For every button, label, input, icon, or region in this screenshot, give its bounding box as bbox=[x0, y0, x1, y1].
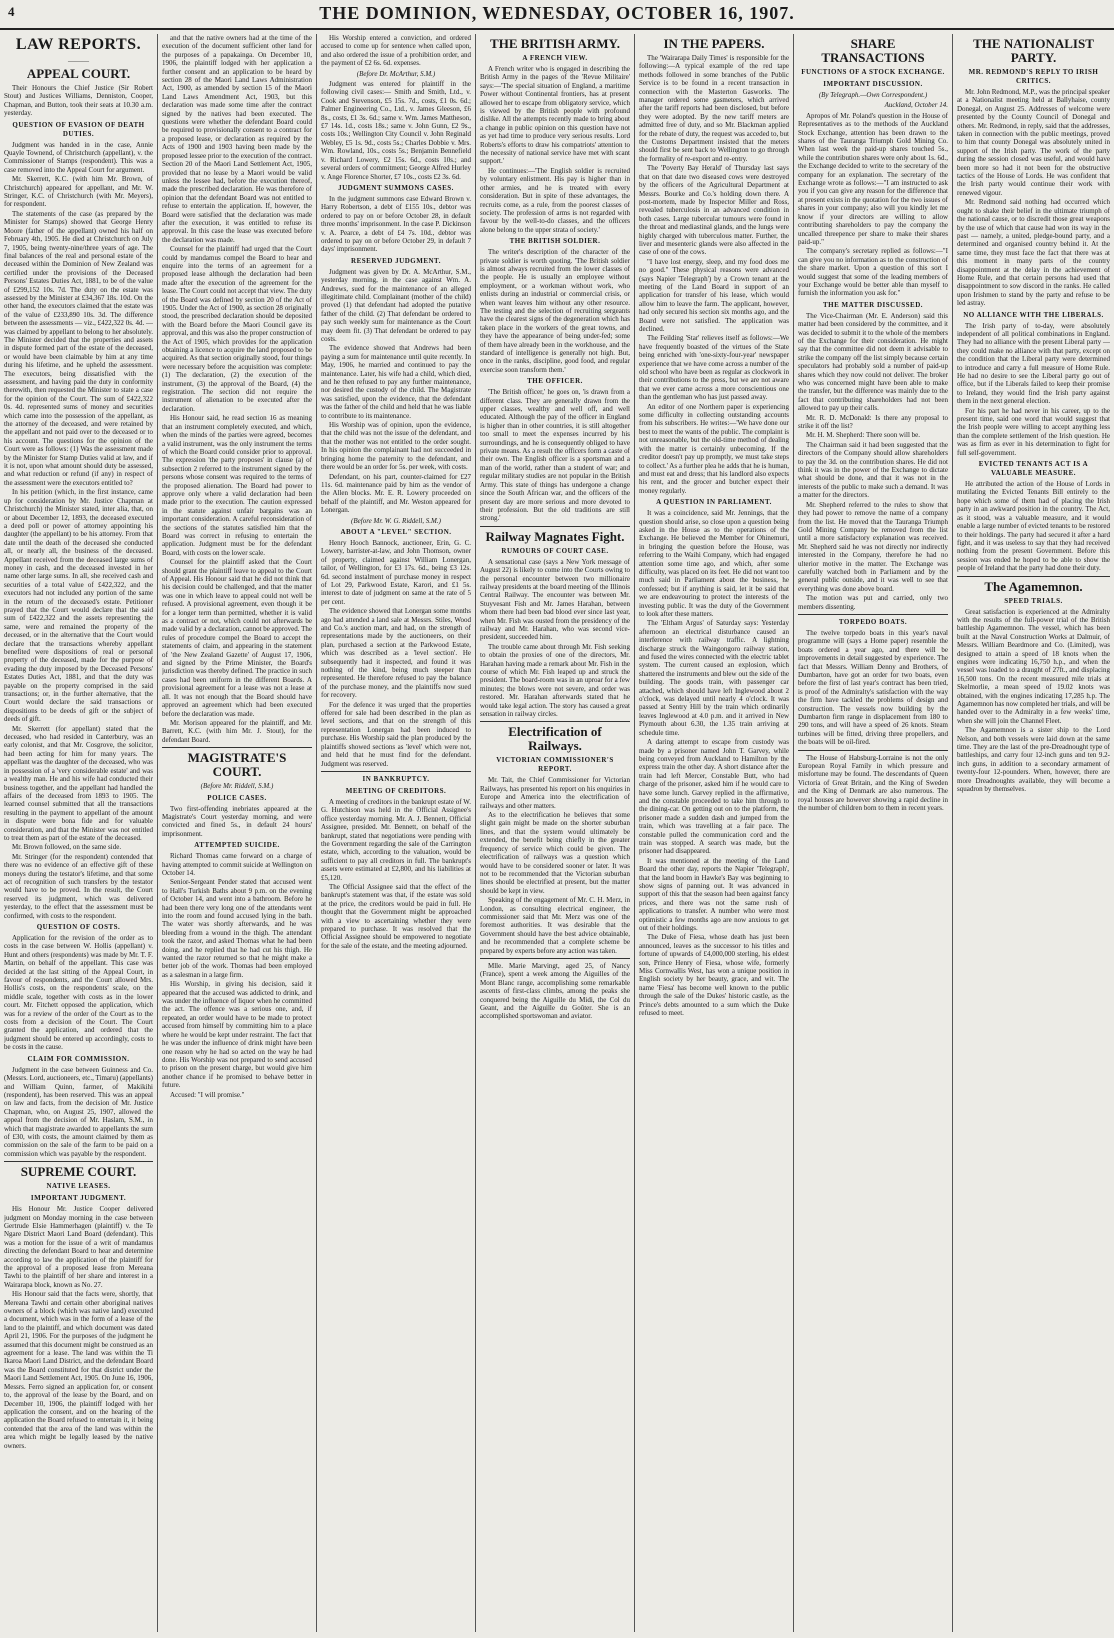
article-paragraph: In his petition (which, in the first instance, came up for consideration by Mr. Justice Chapman at Christchurch) the Minister stated, inter alia, that, on or about December 12, 1893, the deceased executed a deed poll or power of attorney appointing his daughter (the appellant) to be his attorney. From that date until the death of the deceased she conducted all, or nearly all, the business of the deceased. Appellant received from the deceased large sums of money in cash, and the deceased invested in her name other large sums. In all, she received cash and securities of a total value of £422,322, and the executors had not included any portion of the same in the return of the deceased's estate. Petitioner prayed that the Court would declare that the said sum of £422,322 and the assets representing the same, were and remained the property of the deceased, or in the alternative that the Court would declare that the transactions whereby appellant benefited were dispositions of real or personal property of the deceased, made for the purpose of evading the duty imposed by the Deceased Persons' Estates Duties Act, 1881, and that the duty was payable on the property comprised in the said transactions; or, in the further alternative, that the Court would declare the said transactions or dispositions to be deeds of gift or the subject of deeds of gift. bbox=[4, 488, 153, 724]
article-paragraph: The trouble came about through Mr. Fish seeking to obtain the proxies of one of the directors, Mr. Harahan having made a remark about Mr. Fish in the course of which Mr. Fish leaped up and struck the president. The board-room was in an uproar for a few minutes; the blows were not severe, and order was restored. Mr. Harahan afterwards stated that he would take legal action. The story has caused a great sensation in railway circles. bbox=[480, 642, 630, 719]
column-law-reports: LAW REPORTS. ——— APPEAL COURT. Their Honours the Chief Justice (Sir Robert Stout) and Justices Williams, Denniston, Cooper, Chapman, and Button, took their seats at 10.30 a.m. yesterday. QUESTION OF EVASION OF DEATH DUTIES. Judgment was handed in in the case, Annie Quayle Townend, of Christchurch (appellant), v. the Commissioner of Stamps (respondent). This was a case removed into the Appeal Court for argument. Mr. Skerrett, K.C. (with him Mr. Brown, of Christchurch) appeared for appellant, and Mr. W. Stringer, K.C. of Christchurch (with Mr. Meyers), for respondent. The statements of the case (as prepared by the Minister for Stamps) showed that George Henry Moore (father of the appellant) owned his half on February 4th, 1905. He died at Christchurch on July 7, 1905, being twenty-nine/three years of age. The final balances of the real and personal estate of the deceased within the Dominion of New Zealand was certified under the provisions of the Deceased Persons' Estates Duties Act, 1881, to be of the value of £299,152 10s. 7d. The duty on the estate was assessed by the Minister at £34,367 18s. 10d. On the other hand, the executors claimed that the estate was of the value of £233,890 10s. 3d. The difference between the assessments — viz., £422,322 0s. 4d. — was claimed by appellant to belong to her absolutely. The Minister decided that the properties and assets in dispute formed part of the estate of the deceased, or would have been claimable by him at any time during his lifetime, and he upheld the assessment. The executors, being dissatisfied with the assessment, and having paid the duty in conformity therewith, then requested the Minister to state a case for the opinion of the Court. The sum of £422,322 0s. 4d. represented sums of money and securities which came into the possession of the appellant, as the attorney of the deceased, and were retained by the appellant and not paid over to the deceased or to his account. The questions for the opinion of the Court were as follows: (1) Was the assessment made by the Minister for Stamp Duties valid at law, and if it is not, upon what amount should duty be assessed, and what reduction or refund (if any) in respect of the assessment were the executors entitled to? In his petition (which, in the first instance, came up for consideration by Mr. Justice Chapman at Christchurch) the Minister stated, inter alia, that, on or about December 12, 1893, the deceased executed a deed poll or power of attorney appointing his daughter (the appellant) to be his attorney. From that date until the death of the deceased she conducted all, or nearly all, the business of the deceased. Appellant received from the deceased large sums of money in cash, and the deceased invested in her name other large sums. In all, she received cash and securities of a total value of £422,322, and the executors had not included any portion of the same in the return of the deceased's estate. Petitioner prayed that the Court would declare that the said sum of £422,322 and the assets representing the same, were and remained the property of the deceased, or in the alternative that the Court would declare that the transactions whereby appellant benefited were dispositions of real or personal property of the deceased, made for the purpose of evading the duty imposed by the Deceased Persons' Estates Duties Act, 1881, and that the duty was payable on the property comprised in the said transactions; or, in the further alternative, that the Court would declare the said transactions or dispositions to be deeds of gift or the subject of deeds of gift. Mr. Skerrett (for appellant) stated that the deceased, who had resided in Canterbury, was an early colonist, and that Mr. Cosgrove, the solicitor, had been acting for him for many years. The appellant was the daughter of the deceased, who was in possession of a 'very considerable estate' and was a wealthy man. He and his wife had conducted their business together, and the appellant had handled the affairs of the deceased from 1893 to 1905. The learned counsel submitted that all the transactions resulting in the payment to appellant of the amount in dispute were bona fide and for valuable consideration, and that the Minister was not entitled to treat them as part of the estate of the deceased. Mr. Brown followed, on the same side. Mr. Stringer (for the respondent) contended that there was no evidence of an effective gift of these moneys during the testator's lifetime, and that some act of recognition of such transfers by the testator would have to be proved. In the result, the Court reserved its judgment, which was delivered yesterday, to the effect that the assessment must be confirmed, with costs to the respondent. QUESTION OF COSTS. Application for the revision of the order as to costs in the case between W. Hollis (appellant) v. Hunt and others (respondents) was made by Mr. T. F. Martin, on behalf of the appellant. This case was decided at the last sitting of the Appeal Court, in favour of respondents, and the Court allowed Mrs. Hollis's costs, on the respondents' scale, on the middle scale, together with costs as in the lower court. Mr. Fitchett opposed the application, which was for a review of the order of the Court as to the costs from a decision of the Court. The Court granted the application, and ordered that the judgment should be entered up accordingly, costs to be costs in the cause. CLAIM FOR COMMISSION. Judgment in the case between Guinness and Co. (Messrs. Lord, auctioneers, etc., Timaru) (appellants) and William Quinn, farmer, of Makikihi (respondent), has been reserved. This was an appeal on law and facts, from the decision of Mr. Justice Chapman, who, on August 25, 1907, allowed the appeal from the decision of Mr. Haslam, S.M., in which that magistrate awarded to appellants the sum of £30, with costs, the amount claimed by them as commission on the sale of the farm to be paid on a commission which was payable by the respondent. SUPREME COURT. NATIVE LEASES. IMPORTANT JUDGMENT. His Honour Mr. Justice Cooper delivered judgment on Monday morning in the case between Gertrude Elsie Hammerhagen (plaintiff) v. the Te Ngare District Maori Land Board (defendant). This was a motion for the issue of a writ of mandamus directing the defendant Board to hear and determine according to law the application of the plaintiff for the approval of a proposed lease from Mereana Tawhi to the plaintiff of her share and interest in a Wairarapa block, known as No. 27. His Honour said that the facts were, shortly, that Mereana Tawhi and certain other aboriginal natives owners of a block (which was native land) executed a document, which was in the form of a lease of the land to the plaintiff, and which document was dated April 21, 1906. For the purposes of the judgment he assumed that this document might be construed as an agreement for a lease. The land was within the Ti Ikaroa Maori Land District, and the defendant Board was the Board constituted for that district under the Maori Land Settlement Act, 1905. On June 16, 1906, Messrs. Ferro signed an application for, or consent to, the approval of the lease by the Board, and on December 10, 1906, the plaintiff lodged with her application the consent, and on the hearing of the application the Board refused to entertain it, it being contended that the area of the land was within the area which might be legally leased by the native owners. bbox=[4, 36, 153, 1450]
byline: (Before Mr. Riddell, S.M.) bbox=[200, 782, 274, 791]
article-heading: ABOUT A "LEVEL" SECTION. bbox=[340, 527, 452, 536]
article-paragraph: Mr. Brown followed, on the same side. bbox=[12, 843, 122, 852]
byline: (Before Mr. W. G. Riddell, S.M.) bbox=[351, 516, 441, 525]
article-heading: FUNCTIONS OF A STOCK EXCHANGE. bbox=[801, 68, 945, 76]
article-paragraph: The evidence showed that Andrews had been paying a sum for maintenance until quite recently. In May, 1906, he married and continued to pay the maintenance. Later, his wife had a child, which died, and he then refused to pay any further maintenance, nor desired the custody of the child. The Magistrate was satisfied, upon the evidence, that the defendant was the father of the child and held that he was liable to contribute to its maintenance. bbox=[321, 344, 471, 420]
article-paragraph: Mr. Skerrett (for appellant) stated that the deceased, who had resided in Canterbury, was an early colonist, and that Mr. Cosgrove, the solicitor, had been acting for him for many years. The appellant was the daughter of the deceased, who was in possession of a 'very considerable estate' and was a wealthy man. He and his wife had conducted their business together, and the appellant had handled the affairs of the deceased from 1893 to 1905. The learned counsel submitted that all the transactions resulting in the payment to appellant of the amount in dispute were bona fide and for valuable consideration, and that the Minister was not entitled to treat them as part of the estate of the deceased. bbox=[4, 724, 153, 842]
column-civil-cases bbox=[321, 34, 471, 1632]
article-paragraph: The evidence showed that Lonergan some months ago had attended a land sale at Messrs. Stiles, Wood and Co.'s auction mart, and had, on the strength of representations made by the auctioneers, on their plan, purchased a section at the Parkwood Estate, which was described as a 'level section'. He subsequently had it inspected, and found it was nothing of the kind, being much steeper than represented. He therefore refused to pay the balance of the purchase money, and the plaintiffs now sued for recovery. bbox=[321, 607, 471, 700]
article-paragraph: His Worship, in giving his decision, said it appeared that the accused was addicted to drink, and was under the influence of liquor when he committed the act. The offence was a serious one, and, if repeated, an order would have to be made to protect accused from himself by committing him to a place where he would be kept under restraint. The fact that he was under the influence of drink might have been one reason why he had so acted on the way he had done. His Worship was not prepared to send accused to prison on the present charge, but would give him another chance if he promised to behave better in future. bbox=[162, 980, 312, 1090]
article-paragraph: Mr. R. D. McDonald: Is there any proposal to strike it off the list? bbox=[798, 413, 948, 431]
masthead bbox=[0, 0, 1114, 30]
article-paragraph: The 'Poverty Bay Herald' of Thursday last says that on that date two diseased cows were destroyed by the officers of the Agricultural Department at Messrs. Bourke and Co.'s holding down there. A post-mortem, made by Inspector Miller and Ross, revealed tuberculosis in an advanced condition in both cases. Large tubercular tumours were found in the throat and mediastinal glands, and the lungs were highly charged with tuberculous matter. Further, the liver and mesenteric glands were also affected in the case of one of the cows. bbox=[639, 164, 789, 257]
section-subheading: SUPREME COURT. bbox=[20, 1164, 137, 1180]
article-paragraph: The Vice-Chairman (Mr. E. Anderson) said this matter had been considered by the committee, and it was decided to submit it to the whole of the members of the Exchange for their consideration. He might say that the committee did not deem it advisable to strike the company off the list simply because certain speculators had probably sold a number of paid-up shares which they now could not deliver. The broker who was concerned might have been able to make the transfer, but the difference was mainly due to the fact that contributing shareholders had not been allowed to pay up their calls. bbox=[798, 311, 948, 413]
article-paragraph: Richard Thomas came forward on a charge of having attempted to commit suicide at Wellington on October 14. bbox=[162, 852, 312, 877]
article-paragraph: Defendant, on his part, counter-claimed for £27 11s. 6d. maintenance paid by him as the vendor of the Allen blocks. Mr. E. R. Lowery proceeded on behalf of the plaintiff, and Mr. Weston appeared for Lonergan. bbox=[321, 472, 471, 515]
article-heading: VICTORIAN COMMISSIONER'S REPORT. bbox=[496, 756, 614, 774]
article-paragraph: His Worship was of opinion, upon the evidence, that the child was not the issue of the defendant, and that the mother was not entitled to the order sought. In his opinion the complainant had not succeeded in bringing home the paternity to the defendant, and there would be an order for 5s. per week, with costs. bbox=[321, 421, 471, 472]
article-paragraph: His Honour said, he read section 16 as meaning that an instrument completely executed, and which, when the minds of the parties were agreed, becomes a valid instrument, was the only instrument the terms of which the Board could consider prior to approval. The expression 'the party proposes' in clause (a) of subsection 2 referred to the instrument signed by the persons whose consent was required to the terms of the proposed alienation. The Board had power to approve only where a valid declaration had been made prior to the execution. The caution expressed in the statute against unfair bargains was an important consideration. A careful reconsideration of the sections of the statutes satisfied him that the Board was correct in refusing to entertain the application. Judgment must be for the defendant Board, with costs on the lower scale. bbox=[162, 414, 312, 557]
byline: (By Telegraph.—Own Correspondent.) bbox=[818, 91, 928, 99]
article-heading: RESERVED JUDGMENT. bbox=[351, 256, 441, 265]
column-rule bbox=[952, 34, 953, 1632]
article-paragraph: Two first-offending inebriates appeared at the Magistrate's Court yesterday morning, and were convicted and fined 5s., in default 24 hours' imprisonment. bbox=[162, 804, 312, 838]
article-paragraph: In the judgment summons case Edward Brown v. Harry Robertson, a debt of £155 10s., debtor was ordered to pay on or before October 28, in default three months' imprisonment. In the case P. Dickinson v. A. Pearce, a debt of £4 7s. 10d., debtor was ordered to pay on or before October 29, in default 7 days' imprisonment. bbox=[321, 194, 471, 254]
article-paragraph: The Official Assignee said that the effect of the bankrupt's statement was that, if the estate was sold at the price, the creditors would be paid in full. He thought that the Government might be approached with a view to ascertaining whether they were prepared to purchase. It was resolved that the Official Assignee should be empowered to negotiate for the sale of the estate, and the meeting adjourned. bbox=[321, 882, 471, 950]
article-paragraph: "I have lost energy, sleep, and my food does me no good." These physical reasons were advanced (says Napier 'Telegraph') by a Crown tenant at the meeting of the Land Board in support of an application for transfer of his lease, which would allow him to leave the farm. The applicant, however, had only secured his section six months ago, and the Board were not satisfied. The application was declined. bbox=[639, 257, 789, 333]
article-paragraph: Accused: "I will promise." bbox=[170, 1090, 245, 1099]
article-paragraph: Mr. Redmond said nothing had occurred which ought to shake their belief in the ultimate triumph of the national cause, or to discredit those great weapons by the use of which that cause had won its way in the past — namely, a united, pledge-bound party, and a determined and organised country behind it. At the same time, they must face the fact that there was at this moment in many parts of the country disappointment at the delay in the achievement of Home Rule, and that certain persons had used that disappointment to sow discord in the ranks. He called upon Irishmen to stand by the party and refuse to be led astray. bbox=[957, 198, 1110, 308]
article-heading: MR. REDMOND'S REPLY TO IRISH CRITICS. bbox=[968, 68, 1099, 85]
article-paragraph: Great satisfaction is experienced at the Admiralty with the results of the full-power trial of the British battleship Agamemnon. The vessel, which has been built at the Naval Construction Works at Dalmuir, of Messrs. William Beardmore and Co. (Limited), was designed to attain a speed of 18 knots when the engines were indicating 16,750 h.p., and when the vessel was loaded to a draught of 27ft., and displacing 16,500 tons. On the recent measured mile trials at Skelmorlie, a mean speed of 19.02 knots was obtained, with the engines indicating 17,285 h.p. The Agamemnon has now completed her trials, and will be handed over to the Admiralty in a few weeks' time, when she will join the Channel Fleet. bbox=[957, 607, 1110, 725]
article-paragraph: As to the electrification he believes that some slight gain might be made on the shorter suburban lines, and that the system would ultimately be extended, the benefit being chiefly in the greater frequency of service which could be given. The electrification of railways was a question which would have to be considered sooner or later. It was not to be recommended that the Victorian suburban lines should be electrified at present, but the matter should be kept in view. bbox=[480, 811, 630, 895]
article-paragraph: Judgment was handed in in the case, Annie Quayle Townend, of Christchurch (appellant), v. the Commissioner of Stamps (respondent). This was a case removed into the Appeal Court for argument. bbox=[4, 140, 153, 174]
article-heading: QUESTION OF EVASION OF DEATH DUTIES. bbox=[12, 120, 145, 138]
article-paragraph: The Irish party of to-day, were absolutely independent of all political combinations in England. They had no alliance with the present Liberal party — they could make no alliance with that party, except on the condition that the Liberal party were determined to introduce and carry a full measure of Home Rule. He had no desire to see the Liberal party go out of office, but if the Liberals failed to keep their promise to Ireland, they would find the Irish party against them in the next general election. bbox=[957, 321, 1110, 406]
article-heading: RUMOURS OF COURT CASE. bbox=[501, 546, 609, 555]
column-rule bbox=[475, 34, 476, 1632]
section-heading: THE NATIONALIST PARTY. bbox=[973, 36, 1094, 65]
article-paragraph: The company's secretary replied as follows:—"I can give you no information as to the construction of the share market. Upon a question of this sort I would suggest that some of the leading members of your Exchange would be better able than myself to furnish the information you ask for." bbox=[798, 247, 948, 298]
section-heading: Electrification of Railways. bbox=[508, 724, 602, 754]
column-share-transactions bbox=[798, 34, 948, 1632]
article-paragraph: Judgment was given by Dr. A. McArthur, S.M., yesterday morning, in the case against Wm. A. Andrews, sued for the maintenance of an alleged illegitimate child. Complainant (mother of the child) proved (1) that defendant had adopted the putative father of the child. (2) That defendant be ordered to pay such weekly sum for maintenance as the Court may deem fit. (3) That defendant be ordered to pay costs. bbox=[321, 267, 471, 343]
column-rule bbox=[316, 34, 317, 1632]
article-paragraph: The twelve torpedo boats in this year's naval programme will (says a Home paper) resemble the boats ordered a year ago, and there will be improvements in detail suggested by experience. The fact that Messrs. William Denny and Brothers, of Dumbarton, have got an order for two boats, even before the first of last year's contract has been tried, is proof of the Admiralty's satisfaction with the way the firm have tackled the problems of design and construction. The vessels now building by the Dumbarton firm range in displacement from 180 to 290 tons, and will have a speed of 26 knots. Steam turbines will be fitted, driving three propellers, and the boats will be oil-fired. bbox=[798, 628, 948, 747]
article-paragraph: A meeting of creditors in the bankrupt estate of W. G. Hutchison was held in the Official Assignee's office yesterday morning. Mr. A. J. Bennett, Official Assignee, presided. Mr. Bennett, on behalf of the bankrupt, stated that negotiations were pending with the Government regarding the sale of the Carrington estate, which, according to the valuation, would be sufficient to pay all creditors in full. The bankrupt's assets were estimated at £2,800, and his liabilities at £5,120. bbox=[321, 797, 471, 882]
article-paragraph: Mlle. Marie Marvingt, aged 25, of Nancy (France), spent a week among the Aiguilles of the Mont Blanc range, accomplishing some remarkable ascents of first-class climbs, among the peaks she conquered being the Aiguille du Midi, the Col du Geant, and the Aiguille du Goûter. She is an accomplished sportswoman and aviator. bbox=[480, 961, 630, 1021]
article-paragraph: His Worship entered a conviction, and ordered accused to come up for sentence when called upon, and also ordered the issue of a prohibition order, and the payment of £2 6s. 6d. expenses. bbox=[321, 34, 471, 68]
article-heading: SPEED TRIALS. bbox=[1004, 596, 1063, 605]
column-in-the-papers bbox=[639, 34, 789, 1632]
newspaper-title: THE DOMINION, WEDNESDAY, OCTOBER 16, 1907. bbox=[319, 3, 795, 23]
article-heading: THE BRITISH SOLDIER. bbox=[509, 237, 601, 246]
article-paragraph: The writer's description of the character of the private soldier is worth quoting. 'The British soldier is almost always recruited from the lower classes of the people. He is usually an employee without employment, or a workman without work, who enlists during an industrial or commercial crisis, or when want leaves him without any other resource. The testing and the selection of recruiting sergeants have the clearest signs of the degeneration which has taken place in the workers of the great towns, and they have the appearance of being under-fed; some of them have already been in the workhouse, and the standard of intelligence is generally not high. But, once in the ranks, discipline, good food, and regular exercise soon transform them.' bbox=[480, 248, 630, 374]
article-paragraph: Mr. Morison appeared for the plaintiff, and Mr. Barrett, K.C. (with him Mr. J. Stout), for the defendant Board. bbox=[162, 718, 312, 744]
article-paragraph: Mr. Skerrett, K.C. (with him Mr. Brown, of Christchurch) appeared for appellant, and Mr. W. Stringer, K.C. of Christchurch (with Mr. Meyers), for respondent. bbox=[4, 175, 153, 209]
column-british-army bbox=[480, 34, 630, 1632]
article-paragraph: The Feilding 'Star' relieves itself as follows:—We have frequently boasted of the virtues of the State being enriched with 'one-sixty-four-year' newspaper experience that we have come across a number of the old school who have been as regular as clockwork in their contributions to the press, but we are not aware that we ever came across a more conscientious one than the gentleman who has just passed away. bbox=[639, 334, 789, 402]
article-heading: EVICTED TENANTS ACT IS A VALUABLE MEASURE. bbox=[978, 460, 1089, 478]
article-paragraph: Speaking of the engagement of Mr. C. H. Merz, in London, as consulting electrical engineer, the commissioner said that Mr. Merz was one of the foremost authorities. It was desirable that the Government should have the best advice obtainable, and he recommended that a complete scheme be prepared by experts before any action was taken. bbox=[480, 896, 630, 955]
section-subheading: APPEAL COURT. bbox=[26, 66, 131, 81]
article-paragraph: Mr. John Redmond, M.P., was the principal speaker at a Nationalist meeting held at Ballyhaise, county Donegal, on August 25. Addresses of welcome were presented by the County Council of Donegal and others. Mr. Redmond, in reply, said that the addresses, taken in connection with the public meetings, proved to him that county Donegal was absolutely united in support of the Irish party. The work of the party during the session closed was useful, and would have been more so had it not been for the obstructive tactics of the House of Lords. He was confident that the Irish party would continue their work with renewed vigour. bbox=[957, 88, 1110, 197]
article-paragraph: An editor of one Northern paper is experiencing some difficulty in collecting outstanding accounts from his subscribers. He writes:—'We have done our best to meet the wants of the public. The complaint is not unreasonable, but the old-time method of dealing with the matter is certainly unbecoming. If the creditor doesn't pay up promptly, we must take steps to collect.' As a further plea he adds that he is human, and must eat and dress; that his landlord also expects his rent, and the grocer and butcher expect their money regularly. bbox=[639, 402, 789, 495]
article-paragraph: Senior-Sergeant Pender stated that accused went to Hall's Turkish Baths about 9 p.m. on the evening of October 14, and went into a bathroom. Before he had been there very long one of the attendants went into the room and found accused lying in the bath. The water was shortly afterwards, and he was bleeding from a wound in the thigh. The attendant took the razor, and asked Thomas what he had been doing, and he replied that he had cut his thigh. He wanted the razor returned so that he might make a better job of the work. Thomas had been employed as a salesman in a large firm. bbox=[162, 878, 312, 979]
article-paragraph: 'The British officer,' he goes on, 'is drawn from a different class. They are generally drawn from the upper classes, wealthy and well off, and well educated. Although the pay of the officer in England is higher than in other countries, it is still altogether too small to meet the expenses incurred by his surroundings, and he is consequently obliged to have private means. As a result the officers form a caste of their own. The English officer is a sportsman and a man of the world, rather than a student of war; and regular military studies are not popular in the British Army. This state of things has undergone a change since the South African war, and the officers of the present day are more serious and more devoted to their profession. But the old traditions are still strong.' bbox=[480, 388, 630, 523]
article-paragraph: He attributed the action of the House of Lords in mutilating the Evicted Tenants Bill entirely to the hope which some of them had of placing the Irish party in an awkward position in the country. The Act, as it stood, was a valuable measure, and it would enable a large number of evicted tenants to be restored to their holdings. The party had secured it after a hard fight, and it was useless to say that they had received nothing from the present Government. Before this session was ended he hoped to be able to show the people of Ireland that the party had done their duty. bbox=[957, 480, 1110, 573]
article-heading: NATIVE LEASES. bbox=[46, 1182, 111, 1191]
article-paragraph: Counsel for the plaintiff asked that the Court should grant the plaintiff leave to appeal to the Court of Appeal. His Honour said that he did not think that his decision could be challenged, and that the matter was one in which leave to appeal could not well be refused. A provisional agreement, even though it be for a longer term than permitted, whether it is valid as a contract or not, which could not afterwards be made valid by a declaration, cannot be approved. The rules of procedure compel the Board to accept the statements of claim, and appearing in the statement of 'the New Zealand Gazette' of August 17, 1906, and signed by the Prime Minister, the Board's jurisdiction was thereby defined. The practice in such cases had been uniform in the different Boards. A provisional agreement for a lease was not a lease at all. It was not enough that the Board should have approved an agreement which had been executed before the declaration was made. bbox=[162, 558, 312, 718]
article-paragraph: A sensational case (says a New York message of August 22) is likely to come into the Courts owing to the personal encounter between two millionaire railway presidents at the board meeting of the Illinois Central Railway. The encounter was between Mr. Stuyvesant Fish and Mr. James Harahan, between whom there had been bad blood ever since last year, when Mr. Fish was ousted from the presidency of the railway and Mr. Harahan, who was second vice-president, succeeded him. bbox=[480, 557, 630, 642]
article-paragraph: The statements of the case (as prepared by the Minister for Stamps) showed that George Henry Moore (father of the appellant) owned his half on February 4th, 1905. He died at Christchurch on July 7, 1905, being twenty-nine/three years of age. The final balances of the real and personal estate of the deceased within the Dominion of New Zealand was certified under the provisions of the Deceased Persons' Estates Duties Act, 1881, to be of the value of £299,152 10s. 7d. The duty on the estate was assessed by the Minister at £34,367 18s. 10d. On the other hand, the executors claimed that the estate was of the value of £233,890 10s. 3d. The difference between the assessments — viz., £422,322 0s. 4d. — was claimed by appellant to belong to her absolutely. The Minister decided that the properties and assets in dispute formed part of the estate of the deceased, or would have been claimable by him at any time during his lifetime, and he upheld the assessment. The executors, being dissatisfied with the assessment, and having paid the duty in conformity therewith, then requested the Minister to state a case for the opinion of the Court. The sum of £422,322 0s. 4d. represented sums of money and securities which came into the possession of the appellant, as the attorney of the deceased, and were retained by the appellant and not paid over to the deceased or to his account. The questions for the opinion of the Court were as follows: (1) Was the assessment made by the Minister for Stamp Duties valid at law, and if it is not, upon what amount should duty be assessed, and what reduction or refund (if any) in respect of the assessment were the executors entitled to? bbox=[4, 209, 153, 487]
article-paragraph: The Agamemnon is a sister ship to the Lord Nelson, and both vessels were laid down at the same time. They are the last of the pre-Dreadnought type of battleships, and carry four 12-inch guns and ten 9.2-inch guns, in addition to a secondary armament of twenty-four 12-pounders. When, however, there are more Dreadnoughts available, they will become a squadron by themselves. bbox=[957, 726, 1110, 794]
article-paragraph: Apropos of Mr. Poland's question in the House of Representatives as to the methods of the Auckland Stock Exchange, attention has been drawn to the shares of the Tauranga Triumph Gold Mining Co. When last week the paid-up shares touched 5s., while the contribution shares were only about 1s. 6d., the Exchange decided to write to the secretary of the company for an explanation. The secretary of the Exchange wrote as follows:—"I am instructed to ask you if you can give any reason for the difference that at present exists in the quotation for the two issues of shares in your company; also will you kindly let me know if your directors are willing to allow contributing shareholders to pay the company the uncalled threepence per share to make their shares paid-up." bbox=[798, 111, 948, 246]
article-paragraph: The motion was put and carried, only two members dissenting. bbox=[798, 594, 948, 611]
section-heading: THE BRITISH ARMY. bbox=[490, 36, 620, 51]
article-paragraph: His Honour said that the facts were, shortly, that Mereana Tawhi and certain other aboriginal natives owners of a block (which was native land) executed a document, which was in the form of a lease of the land to the plaintiff, and which document was dated April 21, 1906. For the purposes of the judgment he assumed that this document might be construed as an agreement for a lease. The land was within the Ti Ikaroa Maori Land District, and the defendant Board was the Board constituted for that district under the Maori Land Settlement Act, 1905. On June 16, 1906, Messrs. Ferro signed an application for, or consent to, the approval of the lease by the Board, and on December 10, 1906, the plaintiff lodged with her application the consent, and on the hearing of the application the Board refused to entertain it, it being contended that the area of the land was within the area which might be legally leased by the native owners. bbox=[4, 1290, 153, 1450]
article-heading: A QUESTION IN PARLIAMENT. bbox=[656, 498, 772, 507]
section-subheading: IN BANKRUPTCY. bbox=[362, 774, 430, 783]
article-heading: MEETING OF CREDITORS. bbox=[345, 786, 447, 795]
article-heading: JUDGMENT SUMMONS CASES. bbox=[338, 183, 454, 192]
article-paragraph: The House of Habsburg-Lorraine is not the only European Royal Family in which pressure and misfortune may be found. The descendants of Queen Victoria of Great Britain, and the King of Sweden and the King of Denmark are also numerous. The royal houses are however showing a rapid decline in the number of children born to them in recent years. bbox=[798, 753, 948, 813]
article-paragraph: His Honour Mr. Justice Cooper delivered judgment on Monday morning in the case between Gertrude Elsie Hammerhagen (plaintiff) v. the Te Ngare District Maori Land Board (defendant). This was a motion for the issue of a writ of mandamus directing the defendant Board to hear and determine according to law the application of the plaintiff for the approval of a proposed lease from Mereana Tawhi to the plaintiff of her share and interest in a Wairarapa block, known as No. 27. bbox=[4, 1205, 153, 1289]
column-rule bbox=[157, 34, 158, 1632]
article-paragraph: and that the native owners had at the time of the execution of the document sufficient other land for the purposes of a papakainga. On December 10, 1906, the plaintiff lodged with her application a further consent and an application to be heard by section 28 of the Maori Land Laws Administration Act, 1900, as amended by section 15 of the Maori Land Laws Amendment Act, 1903, but this declaration was made some time after the contract signed by the natives had been executed. The questions were whether the defendant Board could be required to provisionally consent to a contract for a proposed lease, or declaration as required by the Acts of 1900 and 1903 having been made by the proposed lessee prior to the execution of the contract. Section 20 of the Maori Land Settlement Act, 1905, provided that no lease by a Maori would be valid unless the lessee had, before the execution thereof, made the prescribed declaration. He was therefore of opinion that the defendant Board was not entitled to refuse to entertain the application. If, however, the Board were satisfied that the declaration was made after the execution, it was entitled to refuse its approval. In this case the lease was executed before the declaration was made. bbox=[162, 34, 312, 244]
article-paragraph: A French writer who is engaged in describing the British Army in the pages of the 'Revue Militaire' says:—'The special situation of England, a maritime Power without Continental frontiers, has at present allowed her to escape from obligatory service, which is viewed by the British people with profound dislike. All the attempts recently made to bring about a change in public opinion on this question have not as yet had time to produce very serious results. Lord Roberts's efforts to draw his compatriots' attention to the necessity of national service have met with scant support.' bbox=[480, 65, 630, 166]
column-court-continued bbox=[162, 34, 312, 1632]
article-paragraph: Mr. Stringer (for the respondent) contended that there was no evidence of an effective gift of these moneys during the testator's lifetime, and that some act of recognition of such transfers by the testator would have to be proved. In the result, the Court reserved its judgment, which was delivered yesterday, to the effect that the assessment must be confirmed, with costs to the respondent. bbox=[4, 852, 153, 920]
article-paragraph: The Duke of Fiesa, whose death has just been announced, leaves as the successor to his titles and fortune of upwards of £4,000,000 sterling, his eldest son, Prince Henry of Fiesa, whose wife, formerly Miss Cornwallis West, has won a unique position in English society by her beauty, grace, and wit. The name 'Fiesa' has become well known to the public through the sale of the Dukes' historic castle, as the Prince's debts amounted to a sum which the Duke refused to meet. bbox=[639, 933, 789, 1018]
article-paragraph: Mr. H. M. Shepherd: There soon will be. bbox=[806, 431, 920, 440]
section-heading: SHARE TRANSACTIONS bbox=[821, 36, 925, 65]
section-heading: The Agamemnon. bbox=[984, 578, 1083, 594]
article-heading: NO ALLIANCE WITH THE LIBERALS. bbox=[963, 310, 1104, 319]
column-rule bbox=[634, 34, 635, 1632]
article-heading: CLAIM FOR COMMISSION. bbox=[27, 1054, 130, 1063]
section-subheading: MAGISTRATE'S COURT. bbox=[187, 750, 287, 780]
article-paragraph: Application for the revision of the order as to costs in the case between W. Hollis (appellant) v. Hunt and others (respondents) was made by Mr. T. F. Martin, on behalf of the appellant. This case was decided at the last sitting of the Appeal Court, in favour of respondents, and the Court allowed Mrs. Hollis's costs, on the respondents' scale, on the middle scale, together with costs as in the lower court. Mr. Fitchett opposed the application, which was for a review of the order of the Court as to the costs from a decision of the Court. The Court granted the application, and ordered that the judgment should be entered up accordingly, costs to be costs in the cause. bbox=[4, 934, 153, 1052]
section-heading: Railway Magnates Fight. bbox=[485, 528, 625, 544]
article-paragraph: He continues:—'The English soldier is recruited by voluntary enlistment. His pay is higher than in other armies, and he is treated with every consideration. But in spite of these advantages, the recruits come, as a rule, from the poorest classes of society. The profession of arms is not regarded with favour by the well-to-do classes, and the officers alone belong to the upper strata of society.' bbox=[480, 166, 630, 234]
article-heading: ATTEMPTED SUICIDE. bbox=[194, 841, 280, 850]
article-paragraph: Their Honours the Chief Justice (Sir Robert Stout) and Justices Williams, Denniston, Cooper, Chapman, and Button, took their seats at 10.30 a.m. yesterday. bbox=[4, 84, 153, 118]
section-heading: IN THE PAPERS. bbox=[663, 36, 765, 51]
article-paragraph: Judgment in the case between Guinness and Co. (Messrs. Lord, auctioneers, etc., Timaru) (appellants) and William Quinn, farmer, of Makikihi (respondent), has been reserved. This was an appeal on law and facts, from the decision of Mr. Justice Chapman, who, on August 25, 1907, allowed the appeal from the decision of Mr. Haslam, S.M., in which that magistrate awarded to appellants the sum of £30, with costs, the amount claimed by them as commission on the sale of the farm to be paid on a commission which was payable by the respondent. bbox=[4, 1065, 153, 1158]
column-nationalist-party bbox=[957, 34, 1110, 1632]
column-rule bbox=[793, 34, 794, 1632]
article-paragraph: A daring attempt to escape from custody was made by a prisoner named John T. Garvey, while being conveyed from Auckland to Hamilton by the express train the other day. A short distance after the train had left Mercer, Constable Butt, who had charge of the prisoner, asked him if he would care to have some lunch. Garvey replied in the affirmative, and the constable proceeded to take him through to the dining-car. On getting out on to the platform, the prisoner made a sudden dash and jumped from the train, which was travelling at a fair pace. The constable pulled the communication cord and the train was stopped. A search was made, but the prisoner had disappeared. bbox=[639, 738, 789, 856]
article-paragraph: It was a coincidence, said Mr. Jennings, that the question should arise, so close upon a question being asked in the House as to the operations of the Exchange. He believed the Member for Ohinemuri, in bringing the question before the House, was referring to the Waihi Company, which had engaged attention some time ago, and which, after some difficulty, was placed on its feet. He did not want too much said in Parliament about the business, he confessed; but if anything is said, let it be said that we are endeavouring to protect the interests of the investing public. It was the duty of the Government to look after these matters. bbox=[639, 509, 789, 618]
article-paragraph: Mr. Shepherd referred to the rules to show that they had power to remove the name of a company from the list. He moved that the Tauranga Triumph Gold Mining Company be removed from the list until a more satisfactory explanation was received. Mr. Shepherd said he was not directly nor indirectly interested in the Company, therefore he had no ulterior motive in the matter. The Exchange was carefully watched both in Parliament and by the general public outside, and it was well to see that everything was done above board. bbox=[798, 500, 948, 593]
article-paragraph: Henry Hooch Bannock, auctioneer, Erin, G. C. Lowery, barrister-at-law, and John Thomson, owner of property, claimed against William Lonergan, tailor, of Wellington, for £3 17s. 6d., being £3 12s. 6d. second instalment of purchase money in respect of Lot 29, Parkwood Estate, Karori, and £1 5s. interest to date of judgment on same at the rate of 5 per cent. bbox=[321, 538, 471, 606]
article-paragraph: Judgment was entered for plaintiff in the following civil cases:— Smith and Smith, Ltd., v. Cook and Stevenson, £5 15s. 7d., costs, £1 0s. 6d.; Palmer Engineering Co., Ltd., v. James Gleeson, £6 8s., costs, £1 3s. 6d.; same v. Wm. James Mattheson, £7 14s. 1d., costs 18s.; same v. John Gunn, £2 9s., costs 10s.; Wellington City Council v. John Reginald Webley, £5 1s. 9d., costs 5s.; Charles Dobbie v. Mrs. Wm. Rowland, 10s., costs 5s.; Benjamin Bennefield v. Richard Lowery, £2 15s. 6d., costs 10s.; and several orders of commitment; George Alfred Hurley v. Ange Florence Shorter, £7 10s., costs £2 3s. 6d. bbox=[321, 80, 471, 181]
page-number: 4 bbox=[8, 4, 15, 19]
article-paragraph: For the defence it was urged that the properties offered for sale had been described in the plan as level sections, and that on the strength of this representation Lonergan had been induced to purchase. His Worship said the plan produced by the plaintiffs showed sections as 'level' which were not, and held that he must find for the defendant. Judgment was reserved. bbox=[321, 700, 471, 768]
article-paragraph: Counsel for the plaintiff had urged that the Court could by mandamus compel the Board to hear and enquire into the terms of an agreement for a proposed lease although the declaration had been made after the execution of the agreement for the lease. The Court could not accept that view. The duty of the Board was defined by section 20 of the Act of 1905. Under the Act of 1900, as section 28 originally stood, the prescribed declaration should be deposited with the Board before the Maori Council gave its approval, and this was also the proper construction of the Act of 1905, which provides for the application obtaining a licence to acquire the land proposed to be acquired. As that section originally stood, four things were necessary before the acquisition was complete: (1) The declaration, (2) the execution of the instrument, (3) the approval of the Board, (4) the registration. The section did not require the instrument of alienation to be executed after the declaration. bbox=[162, 245, 312, 413]
section-heading: LAW REPORTS. bbox=[15, 36, 142, 53]
byline: (Before Dr. McArthur, S.M.) bbox=[356, 69, 436, 78]
article-paragraph: The 'Eltham Argus' of Saturday says: Yesterday afternoon an electrical disturbance caused an interference with railway traffic. A lightning discharge struck the Waingongoro railway station, and fused the wires connected with the electric tablet system. The current caused an explosion, which shattered the instruments and blew out the side of the building. The goods train, with passenger car attached, which should have left Inglewood about 2 o'clock, was delayed until nearly 4 o'clock. It was passed at Sentry Hill by the train which ordinarily leaves Inglewood at 4.0 p.m. and it arrived in New Plymouth about 6.30, the 1.35 train arriving at schedule time. bbox=[639, 619, 789, 737]
article-paragraph: It was mentioned at the meeting of the Land Board the other day, reports the Napier 'Telegraph', that the land boom in Hawke's Bay was beginning to show signs of panning out. It was advanced in support of this that the season had been against fancy prices, and there was not the same rush of applications to transfer. A number who were most optimistic a few months ago are now anxious to get out of their holdings. bbox=[639, 856, 789, 933]
article-heading: QUESTION OF COSTS. bbox=[36, 923, 121, 931]
article-subheading: IMPORTANT DISCUSSION. bbox=[823, 80, 923, 88]
dateline: Auckland, October 14. bbox=[884, 101, 948, 110]
article-paragraph: For his part he had never in his career, up to the present time, said one word that would suggest that the Irish people were willing to accept anything less than the complete settlement of the Irish question. He was as firm as ever in his determination to fight for full self-government. bbox=[957, 406, 1110, 457]
article-subheading: IMPORTANT JUDGMENT. bbox=[30, 1194, 127, 1203]
article-heading: THE OFFICER. bbox=[527, 377, 583, 386]
article-heading: THE MATTER DISCUSSED. bbox=[822, 300, 924, 309]
article-heading: A FRENCH VIEW. bbox=[522, 54, 588, 62]
article-paragraph: The Chairman said it had been suggested that the directors of the Company should allow shareholders to pay the 3d. on the contribution shares. He did not think it was in the power of the Exchange to dictate what should be done, and that it was not in the interests of the public to make such a demand. It was a matter for the directors. bbox=[798, 440, 948, 500]
article-paragraph: Mr. Tait, the Chief Commissioner for Victorian Railways, has presented his report on his enquiries in Europe and America into the electrification of railways and other matters. bbox=[480, 776, 630, 810]
article-heading: TORPEDO BOATS. bbox=[838, 617, 908, 626]
article-heading: POLICE CASES. bbox=[207, 793, 267, 802]
article-paragraph: The 'Wairarapa Daily Times' is responsible for the following:—A typical example of the red tape methods followed in some branches of the Public Service is to be found in a recent transaction in connection with the Masterton Gasworks. The manager ordered some gasmeters, which arrived after the tariff reports had been disclosed, but before they were adopted. By the new tariff meters are admitted free of duty, and so Mr. Blackman applied for the rebate of duty, the request was acceded to, but the Customs Department insisted that the meters should first be sent back to Wellington to go through the formality of re-export and re-entry. bbox=[639, 54, 789, 163]
